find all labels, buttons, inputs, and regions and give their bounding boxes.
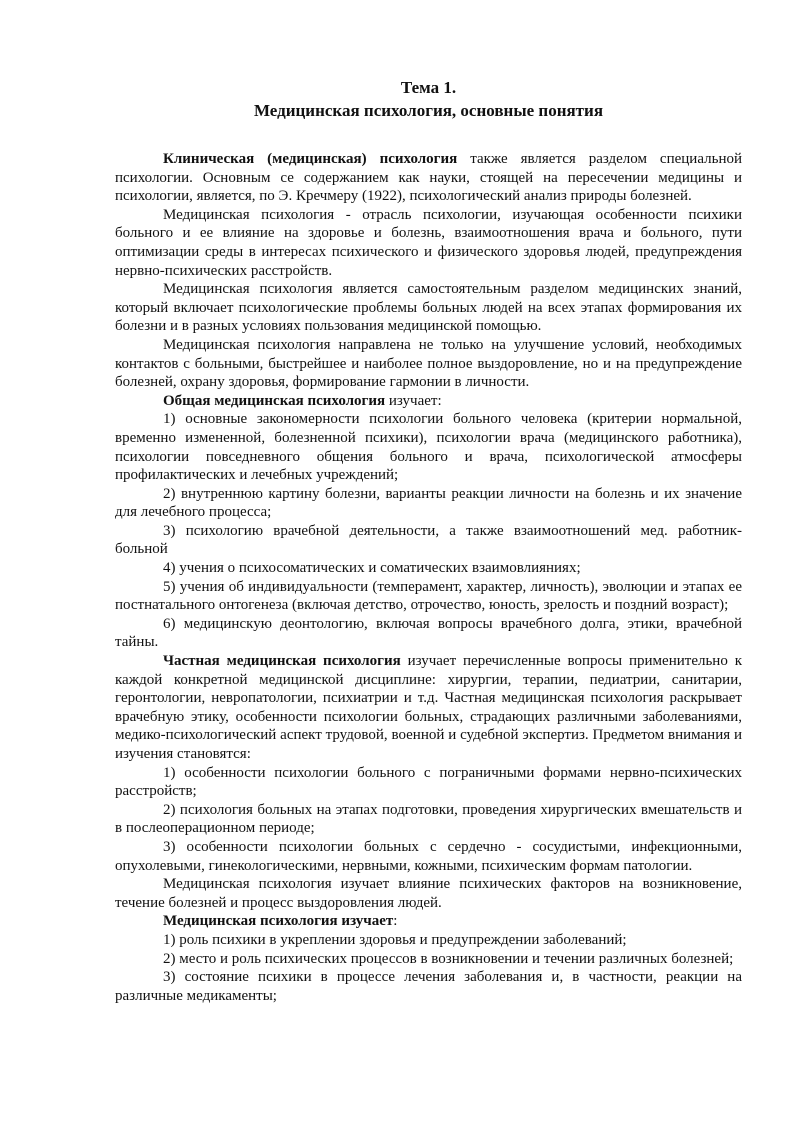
paragraph-text: 2) место и роль психических процессов в возникновении и течении различных болезней; [163, 950, 734, 967]
topic-number: Тема 1. [400, 78, 457, 97]
paragraph-text: изучает: [385, 392, 442, 409]
list-item [115, 968, 742, 1005]
paragraph-text: : [393, 913, 398, 930]
paragraph [115, 336, 742, 392]
paragraph-bold-term: Клиническая (медицинская) психология [163, 151, 458, 167]
title-block [115, 76, 742, 122]
list-item [115, 801, 742, 838]
paragraph-text: 1) особенности психологии больного с пограничными формами нервно-психических расстройств; [115, 764, 742, 800]
paragraph-text: изучает перечисленные вопросы применительно к каждой конкретной медицинской дисциплине: хирургии, терапии, педиатрии, санитарии, геронтологии, невропатологии, психиатрии и т.д. Частная медицинская психология раскрывает врачебную этику, особенности психологии больных, страдающих различными заболеваниями, медико-психологический аспект трудовой, военной и судебной экспертиз. Предметом внимания и изучения становятся: [115, 653, 742, 762]
list-item [115, 950, 742, 969]
document-page [115, 76, 742, 1005]
paragraph-text: Медицинская психология является самостоятельным разделом медицинских знаний, который включает психологические проблемы больных людей на всех этапах формирования их болезни и в разных условиях пользования медицинской помощью. [115, 281, 742, 335]
paragraph [115, 206, 742, 280]
list-item [115, 578, 742, 615]
paragraph [115, 875, 742, 912]
paragraph-text: 2) психология больных на этапах подготовки, проведения хирургических вмешательств и в послеоперационном периоде; [115, 801, 742, 837]
document-body [115, 150, 742, 1005]
paragraph-text: 6) медицинскую деонтологию, включая вопросы врачебного долга, этики, врачебной тайны. [115, 615, 742, 651]
paragraph-bold-term: Медицинская психология изучает [163, 913, 394, 930]
page-title: Медицинская психология, основные понятия [253, 101, 604, 120]
paragraph-text: Медицинская психология направлена не только на улучшение условий, необходимых контактов с больными, быстрейшее и наиболее полное выздоровление, но и на предупреждение болезней, охрану здоровья, формирование гармонии в личности. [115, 336, 742, 391]
paragraph [115, 652, 742, 764]
paragraph-bold-term: Частная медицинская психология [163, 653, 401, 670]
paragraph [115, 280, 742, 336]
paragraph-text: 4) учения о психосоматических и соматических взаимовлияниях; [163, 560, 581, 577]
paragraph [115, 912, 742, 931]
paragraph-text: 3) состояние психики в процессе лечения заболевания и, в частности, реакции на различные медикаменты; [115, 969, 742, 1004]
list-item [115, 485, 742, 522]
list-item [115, 522, 742, 559]
list-item [115, 838, 742, 875]
list-item [115, 410, 742, 484]
paragraph-text: также является разделом специальной психологии. Основным се содержанием как науки, стоящей на пересечении медицины и психологии, является, по Э. Кречмеру (1922), психологический анализ природы болезней. [115, 151, 742, 205]
paragraph-text: 5) учения об индивидуальности (темперамент, характер, личность), эволюции и этапах ее постнатального онтогенеза (включая детство, отрочество, юность, зрелость и поздний возраст); [115, 578, 742, 614]
paragraph-text: 3) психологию врачебной деятельности, а также взаимоотношений мед. работник-больной [115, 522, 742, 558]
paragraph [115, 392, 742, 411]
paragraph-text: Медицинская психология - отрасль психологии, изучающая особенности психики больного и ее влияние на здоровье и болезнь, взаимоотношения врача и больного, пути оптимизации среды в интересах психического и физического здоровья людей, предупреждения нервно-психических расстройств. [115, 206, 742, 279]
paragraph-text: 1) роль психики в укреплении здоровья и предупреждении заболеваний; [163, 931, 627, 948]
paragraph-text: 3) особенности психологии больных с сердечно - сосудистыми, инфекционными, опухолевыми, гинекологическими, нервными, кожными, психическим формам патологии. [115, 838, 742, 874]
list-item [115, 559, 742, 578]
paragraph-bold-term: Общая медицинская психология [163, 392, 386, 409]
paragraph-text: 2) внутреннюю картину болезни, варианты реакции личности на болезнь и их значение для лечебного процесса; [115, 485, 742, 521]
list-item [115, 615, 742, 652]
list-item [115, 931, 742, 950]
paragraph [115, 150, 742, 206]
paragraph-text: 1) основные закономерности психологии больного человека (критерии нормальной, временно измененной, болезненной психики), психологии врача (медицинского работника), психологии повседневного общения больного и врача, психологической атмосферы профилактических и лечебных учреждений; [115, 411, 742, 484]
paragraph-text: Медицинская психология изучает влияние психических факторов на возникновение, течение болезней и процесс выздоровления людей. [115, 876, 742, 911]
list-item [115, 764, 742, 801]
